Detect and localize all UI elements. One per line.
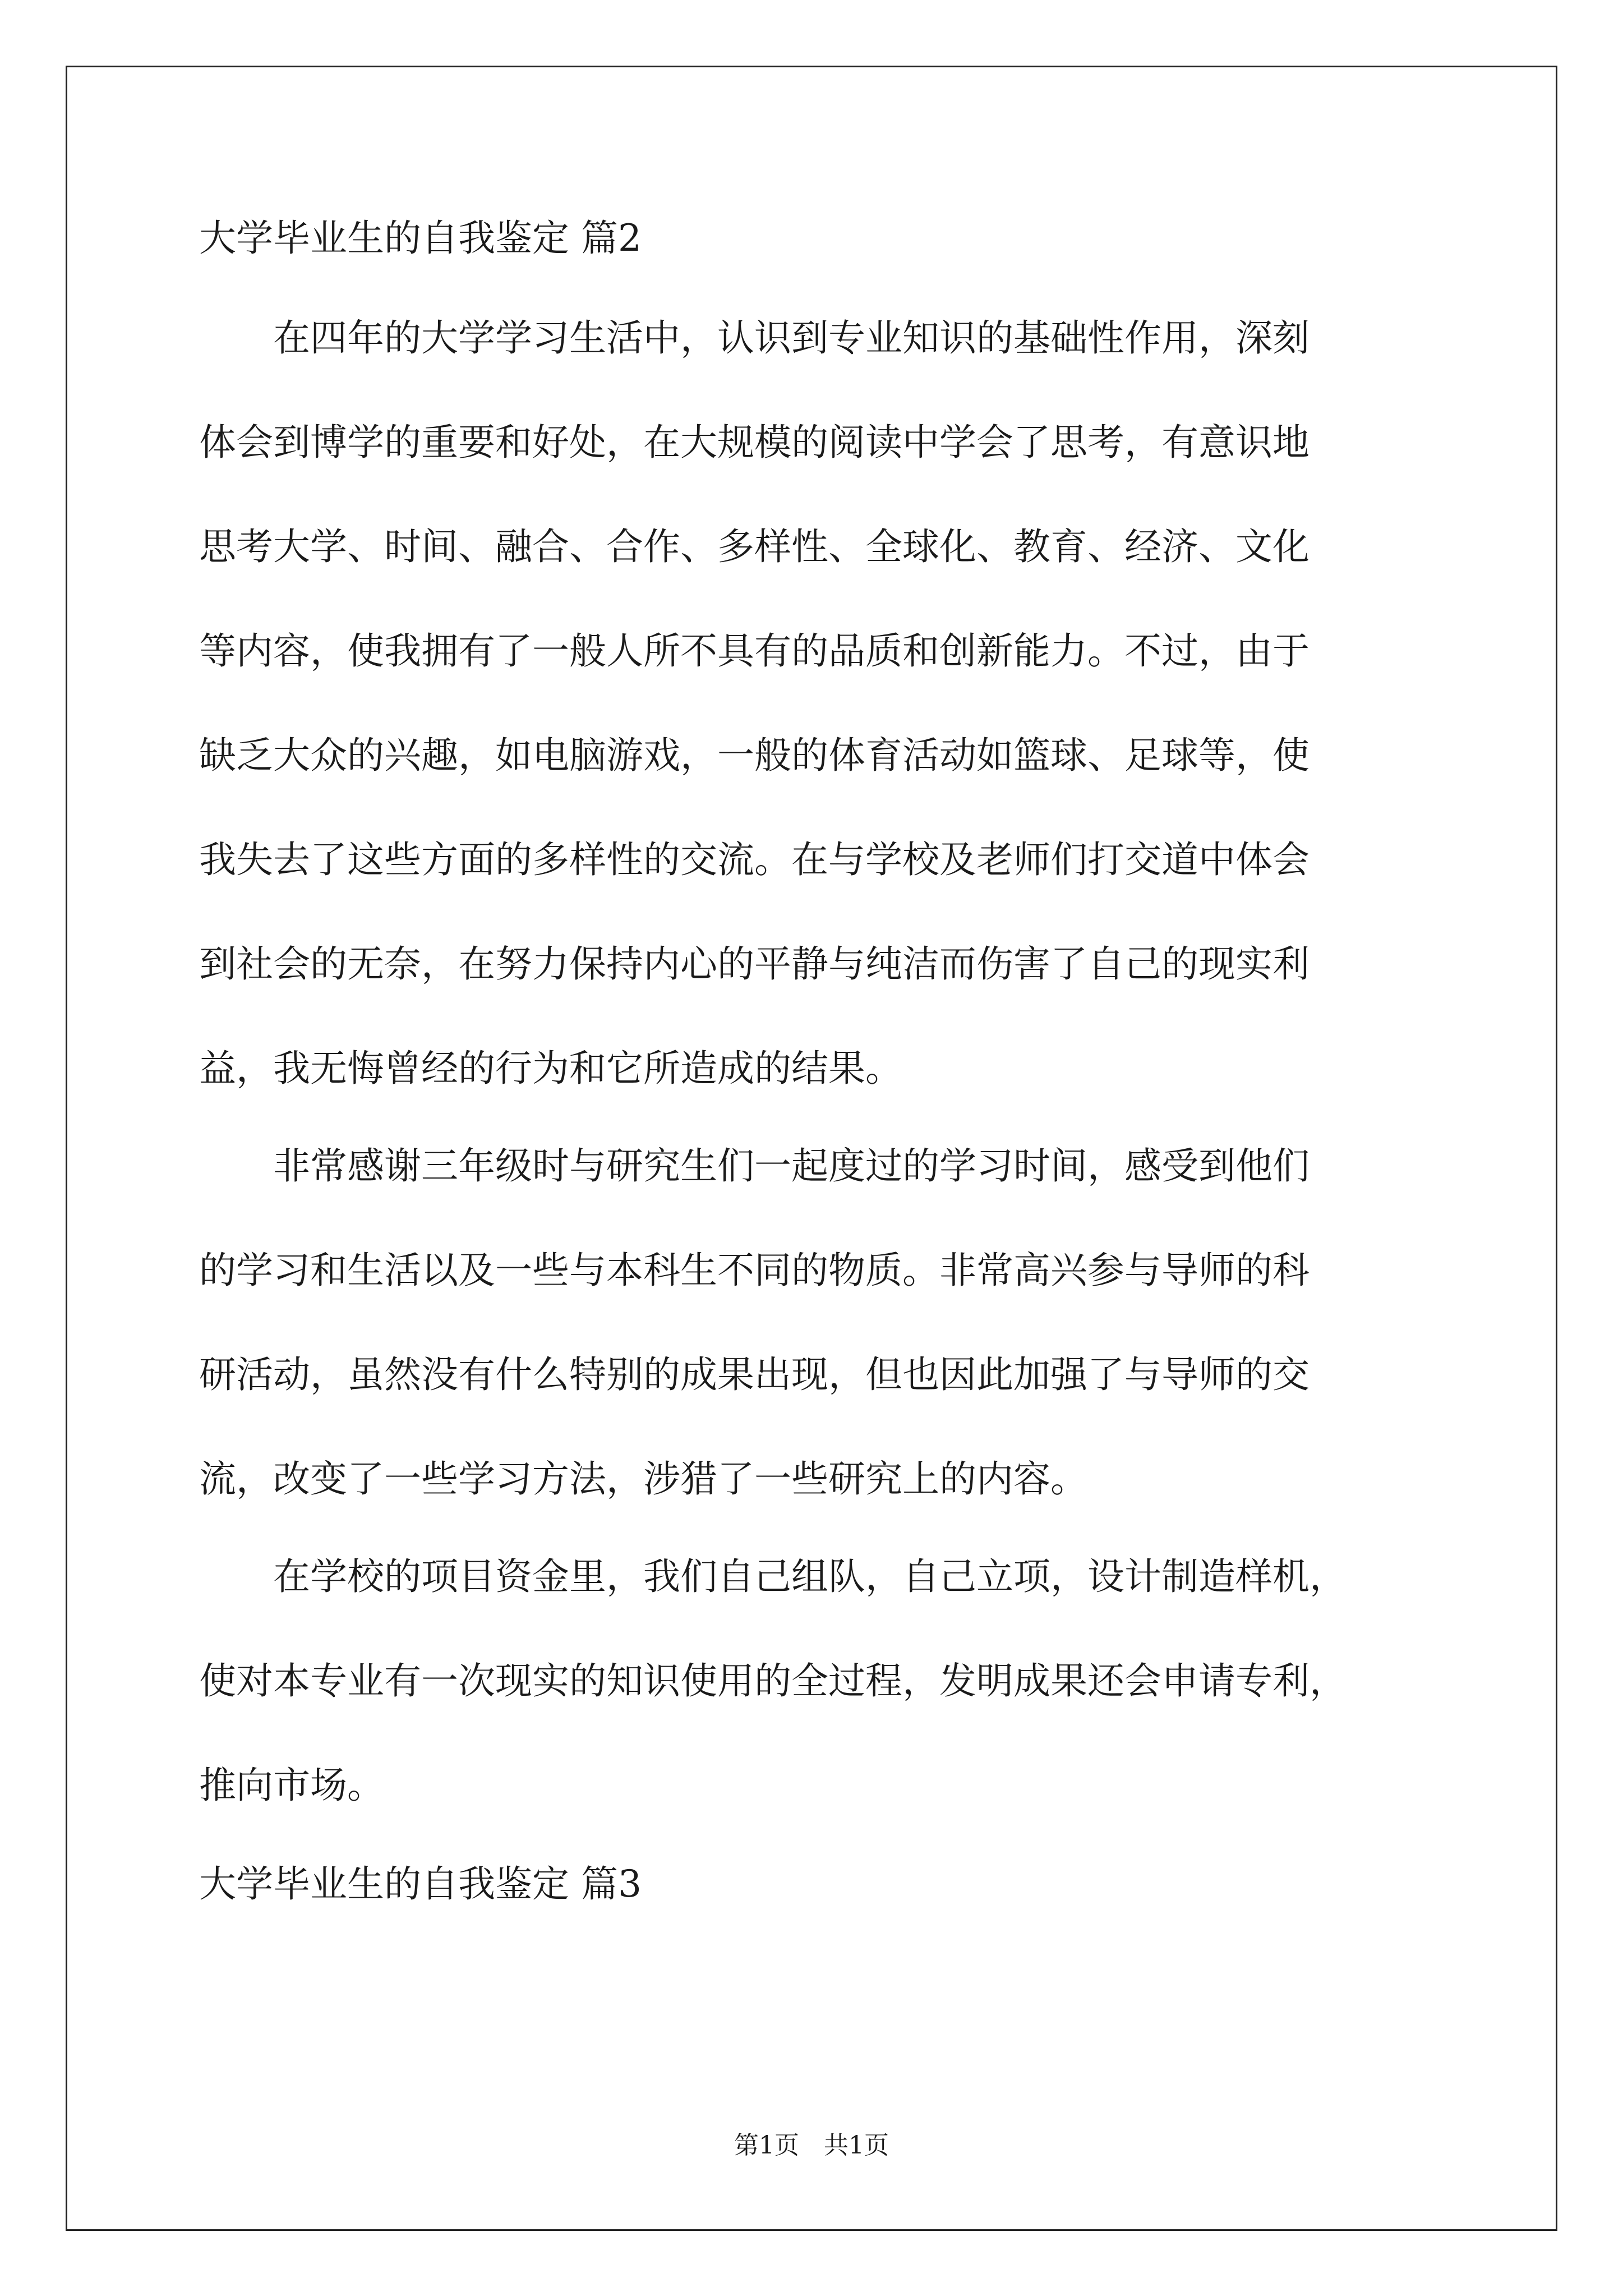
text-line: 体会到博学的重要和好处，在大规模的阅读中学会了思考，有意识地	[199, 421, 1310, 464]
text-line: 缺乏大众的兴趣，如电脑游戏，一般的体育活动如篮球、足球等，使	[199, 734, 1310, 777]
text-line: 到社会的无奈，在努力保持内心的平静与纯洁而伤害了自己的现实利	[199, 942, 1310, 986]
text-line: 益，我无悔曾经的行为和它所造成的结果。	[199, 1047, 902, 1090]
text-line: 非常感谢三年级时与研究生们一起度过的学习时间，感受到他们	[199, 1144, 1310, 1188]
text-line: 流，改变了一些学习方法，涉猎了一些研究上的内容。	[199, 1457, 1087, 1501]
paragraph-3	[199, 1552, 1427, 1811]
text-line: 我失去了这些方面的多样性的交流。在与学校及老师们打交道中体会	[199, 838, 1310, 881]
paragraph-1	[199, 313, 1427, 1094]
paragraph-2	[199, 1141, 1427, 1504]
text-line: 在学校的项目资金里，我们自己组队，自己立项，设计制造样机，	[199, 1555, 1347, 1598]
section-heading-2: 大学毕业生的自我鉴定 篇2	[199, 217, 642, 260]
text-line: 在四年的大学学习生活中，认识到专业知识的基础性作用，深刻	[199, 316, 1310, 360]
document-body	[199, 213, 1427, 1959]
text-line: 的学习和生活以及一些与本科生不同的物质。非常高兴参与导师的科	[199, 1249, 1310, 1292]
text-line: 等内容，使我拥有了一般人所不具有的品质和创新能力。不过，由于	[199, 629, 1310, 673]
section-heading-3: 大学毕业生的自我鉴定 篇3	[199, 1862, 642, 1906]
text-line: 推向市场。	[199, 1764, 384, 1807]
text-line: 使对本专业有一次现实的知识使用的全过程，发明成果还会申请专利，	[199, 1659, 1347, 1703]
text-line: 研活动，虽然没有什么特别的成果出现，但也因此加强了与导师的交	[199, 1353, 1310, 1396]
text-line: 思考大学、时间、融合、合作、多样性、全球化、教育、经济、文化	[199, 525, 1310, 568]
page-footer: 第1页 共1页	[734, 2131, 889, 2160]
